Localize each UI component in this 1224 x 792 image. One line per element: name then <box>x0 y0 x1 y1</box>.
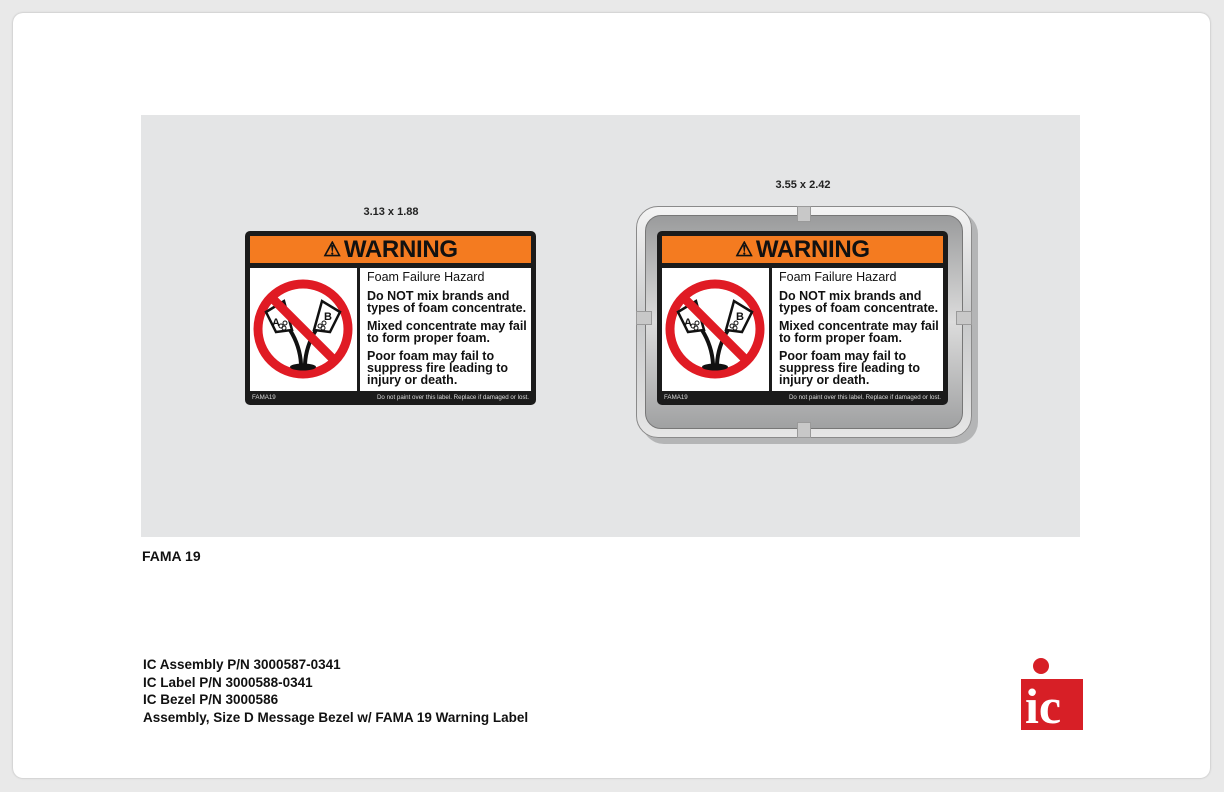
assembly-description: Assembly, Size D Message Bezel w/ FAMA 19 Warning Label <box>143 709 529 725</box>
logo-text: ic <box>1025 678 1062 730</box>
pictogram-panel <box>662 268 769 391</box>
assembly-part-number: IC Assembly P/N 3000587-0341 <box>143 657 341 672</box>
warning-header <box>250 236 531 263</box>
bezel-notch-right <box>956 311 972 325</box>
hazard-title: Foam Failure Hazard <box>367 270 485 284</box>
message-3: Poor foam may fail to suppress fire leading to injury or death. <box>367 349 509 387</box>
message-1: Do NOT mix brands and types of foam concentrate. <box>779 289 939 315</box>
container-b-label: B <box>736 311 744 323</box>
bezel-warning-label <box>657 231 948 405</box>
signal-word: WARNING <box>343 235 458 263</box>
message-2: Mixed concentrate may fail to form proper foam. <box>779 319 939 345</box>
warning-header <box>662 236 943 263</box>
ic-logo-icon <box>1021 657 1083 730</box>
bezel-notch-bottom <box>797 422 811 438</box>
signal-word: WARNING <box>755 235 870 263</box>
container-a-label: A <box>684 317 692 329</box>
product-name: FAMA 19 <box>142 548 201 564</box>
container-b-label: B <box>324 311 332 323</box>
message-2: Mixed concentrate may fail to form proper foam. <box>367 319 527 345</box>
warning-triangle-icon: ⚠ <box>323 238 341 261</box>
label-part-number: IC Label P/N 3000588-0341 <box>143 674 313 690</box>
message-panel <box>360 268 531 391</box>
bezel-part-number: IC Bezel P/N 3000586 <box>143 692 279 707</box>
message-3: Poor foam may fail to suppress fire leading to injury or death. <box>779 349 921 387</box>
label-dimension: 3.13 x 1.88 <box>363 206 419 218</box>
bezel-dimension: 3.55 x 2.42 <box>775 179 831 191</box>
footer-code: FAMA19 <box>252 394 276 401</box>
label-footer <box>252 393 531 403</box>
no-mixing-prohibition-icon <box>250 268 357 391</box>
bezel-notch-top <box>797 206 811 222</box>
part-info-block <box>143 656 528 726</box>
footer-note: Do not paint over this label. Replace if damaged or lost. <box>788 394 941 401</box>
pictogram-panel <box>250 268 357 391</box>
warning-triangle-icon: ⚠ <box>735 238 753 261</box>
message-1: Do NOT mix brands and types of foam concentrate. <box>367 289 527 315</box>
container-a-label: A <box>272 317 280 329</box>
message-panel <box>772 268 943 391</box>
footer-note: Do not paint over this label. Replace if damaged or lost. <box>376 394 529 401</box>
warning-label <box>245 231 536 405</box>
bezel-notch-left <box>636 311 652 325</box>
footer-code: FAMA19 <box>664 394 688 401</box>
label-footer <box>664 393 943 403</box>
hazard-title: Foam Failure Hazard <box>779 270 897 284</box>
no-mixing-prohibition-icon <box>662 268 769 391</box>
